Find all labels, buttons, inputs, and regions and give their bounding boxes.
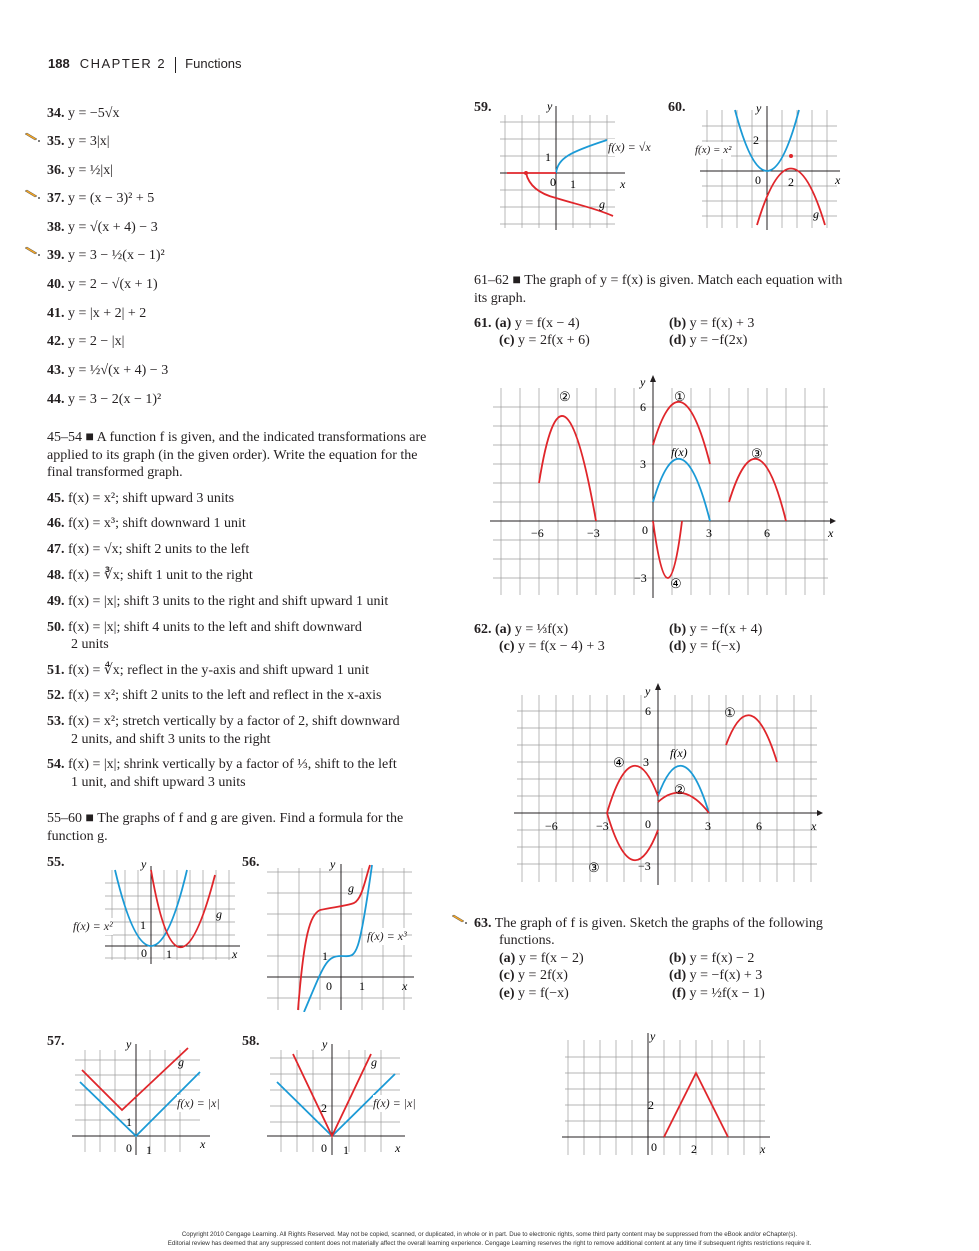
exercise-48: 48. f(x) = ∛x; shift 1 unit to the right [47,568,253,583]
tick-label: 3 [706,526,712,540]
exercise-63-a: (a) y = f(x − 2) [499,951,584,966]
origin-label: 0 [321,1141,327,1155]
origin-label: 0 [326,979,332,993]
tick-label: 2 [788,175,794,189]
exercise-63-intro-cont: functions. [499,933,555,948]
tick-label: 1 [140,918,146,932]
exercise-61-c: (c) y = 2f(x + 6) [499,333,590,348]
exercise-62-d: (d) y = f(−x) [669,639,741,654]
y-axis-label: y [330,860,336,871]
tick-label: 6 [640,400,646,414]
exercise-54: 54. f(x) = |x|; shrink vertically by a factor of ⅓, shift to the left [47,757,397,772]
tick-label: 1 [322,949,328,963]
grid [517,695,817,882]
g-label: g [348,881,354,895]
x-axis-label: x [232,947,238,961]
f-label: f(x) [670,746,687,760]
y-axis-label: y [650,1029,656,1043]
tick-label: 6 [764,526,770,540]
graph-61 [488,370,848,600]
exercise-63-b: (b) y = f(x) − 2 [669,951,755,966]
exercise-63-f: (f) y = ½f(x − 1) [672,986,765,1001]
y-axis-label: y [645,684,651,698]
y-axis-label: y [547,100,553,113]
copyright-line-2: Editorial review has deemed that any suppressed content does not materially affect the overall learning experience. Cengage Learning reserves the right to remove additional content at any time if subsequent rights restrictions require it. [167,1240,812,1247]
exercise-58-label: 58. [242,1034,260,1049]
tick-label: 1 [166,947,172,961]
curve-label-1: ① [724,705,736,720]
tick-label: 2 [321,1101,327,1115]
curve-4 [653,521,682,578]
curve-4 [607,766,658,813]
curve-label-2: ② [559,389,571,404]
x-axis-label: x [200,1137,206,1151]
origin-label: 0 [645,817,651,831]
pencil-icon [24,189,42,201]
f57-label: f(x) = |x| [177,1096,220,1110]
exercise-63-d: (d) y = −f(x) + 3 [669,968,763,983]
curve-f [653,459,710,521]
y-axis-label: y [141,860,147,871]
y-axis-label: y [756,101,762,115]
exercise-38: 38. y = √(x + 4) − 3 [47,220,158,235]
tick-label: −3 [634,571,647,585]
exercise-43: 43. y = ½√(x + 4) − 3 [47,363,169,378]
f56-label: f(x) = x³ [367,929,407,943]
tick-label: 3 [640,457,646,471]
origin-label: 0 [642,523,648,537]
curve-label-3: ③ [588,860,600,875]
origin-label: 0 [141,946,147,960]
x-axis-label: x [620,177,626,191]
exercise-61-a: 61. (a) y = f(x − 4) [474,316,580,331]
exercise-49: 49. f(x) = |x|; shift 3 units to the right and shift upward 1 unit [47,594,389,609]
f-label: f(x) [671,445,688,459]
tick-label: 1 [545,150,551,164]
exercise-53-cont: 2 units, and shift 3 units to the right [71,732,271,747]
tick-label: 2 [753,133,759,147]
exercise-55-label: 55. [47,855,65,870]
curve-label-4: ④ [613,755,625,770]
origin-label: 0 [755,173,761,187]
instructions-45-54: 45–54 ■ A function f is given, and the indicated transformations are applied to its graph (in the given order). Write the equation for the final transformed graph. [47,430,427,480]
instructions-61-62: 61–62 ■ The graph of y = f(x) is given. Match each equation with its graph. [474,273,843,306]
x-axis-arrow [817,810,823,816]
exercise-63-c: (c) y = 2f(x) [499,968,568,983]
x-axis-label: x [760,1142,766,1156]
exercise-62-c: (c) y = f(x − 4) + 3 [499,639,605,654]
graph-63 [560,1025,780,1160]
tick-label: −6 [545,819,558,833]
tick-label: 1 [343,1143,349,1157]
exercise-59-label: 59. [474,100,492,115]
curve-label-2: ② [674,782,686,797]
x-axis-label: x [835,173,841,187]
pencil-icon [24,132,42,144]
graph-59 [495,100,645,230]
point-marker [524,171,528,175]
x-axis-label: x [828,526,834,540]
curve-g [151,870,215,947]
y-axis-label: y [640,375,646,389]
exercise-60-label: 60. [668,100,686,115]
exercise-63-e: (e) y = f(−x) [499,986,569,1001]
exercise-62-a: 62. (a) y = ⅓f(x) [474,622,569,637]
instructions-55-60: 55–60 ■ The graphs of f and g are given. Find a formula for the function g. [47,811,404,844]
graph-55 [100,860,250,970]
tick-label: 1 [570,177,576,191]
pencil-icon [24,246,42,258]
curve-label-3: ③ [751,446,763,461]
pencil-icon [451,914,469,926]
origin-label: 0 [550,175,556,189]
copyright-line-1: Copyright 2010 Cengage Learning. All Rights Reserved. May not be copied, scanned, or duplicated, in whole or in part. Due to electronic rights, some third party content may be suppressed from the eBook and/or eChapter(s). [181,1231,798,1238]
exercise-46: 46. f(x) = x³; shift downward 1 unit [47,516,246,531]
exercise-61-b: (b) y = f(x) + 3 [669,316,755,331]
tick-label: 6 [756,819,762,833]
g-label: g [371,1055,377,1069]
exercise-45: 45. f(x) = x²; shift upward 3 units [47,491,235,506]
x-axis-label: x [402,979,408,993]
exercise-56-label: 56. [242,855,260,870]
tick-label: 2 [648,1098,654,1112]
exercise-39: 39. y = 3 − ½(x − 1)² [47,248,165,263]
exercise-47: 47. f(x) = √x; shift 2 units to the left [47,542,250,557]
exercise-62-b: (b) y = −f(x + 4) [669,622,763,637]
f60-label: f(x) = x² [695,142,731,159]
y-axis-arrow [650,375,656,382]
tick-label: −3 [587,526,600,540]
exercise-42: 42. y = 2 − |x| [47,334,125,349]
exercise-51: 51. f(x) = ∜x; reflect in the y-axis and shift upward 1 unit [47,663,370,678]
tick-label: 1 [126,1115,132,1129]
chapter-label: CHAPTER 2 [79,56,167,71]
f59-label: f(x) = √x [608,140,651,154]
curve-1 [726,715,777,762]
vertex-marker [789,154,793,158]
page-header [48,56,242,73]
x-axis-label: x [811,819,817,833]
y-axis-label: y [126,1040,132,1051]
tick-label: 6 [645,704,651,718]
exercise-52: 52. f(x) = x²; shift 2 units to the left and reflect in the x-axis [47,688,382,703]
exercise-44: 44. y = 3 − 2(x − 1)² [47,392,162,407]
page-number: 188 [48,56,70,71]
f58-label: f(x) = |x| [373,1096,416,1110]
tick-label: 3 [705,819,711,833]
tick-label: 1 [146,1143,152,1157]
exercise-50: 50. f(x) = |x|; shift 4 units to the left and shift downward [47,620,362,635]
graph-62 [512,680,832,885]
exercise-50-cont: 2 units [71,637,109,652]
exercise-40: 40. y = 2 − √(x + 1) [47,277,158,292]
tick-label: 1 [359,979,365,993]
exercise-35: 35. y = 3|x| [47,134,110,149]
header-divider [175,57,176,73]
x-axis-label: x [395,1141,401,1155]
g-label: g [813,207,819,221]
x-axis-arrow [830,518,836,524]
exercise-36: 36. y = ½|x| [47,163,114,178]
exercise-61-d: (d) y = −f(2x) [669,333,748,348]
grid [565,1040,765,1155]
curve-2 [539,416,596,521]
f55-label: f(x) = x² [73,919,113,933]
exercise-54-cont: 1 unit, and shift upward 3 units [71,775,246,790]
exercise-41: 41. y = |x + 2| + 2 [47,306,147,321]
section-title: Functions [185,56,242,71]
g-label: g [178,1055,184,1069]
tick-label: −3 [596,819,609,833]
exercise-37: 37. y = (x − 3)² + 5 [47,191,155,206]
exercise-34: 34. y = −5√x [47,106,120,121]
exercise-53: 53. f(x) = x²; stretch vertically by a factor of 2, shift downward [47,714,400,729]
tick-label: −3 [638,859,651,873]
g-label: g [599,197,605,211]
g-label: g [216,907,222,921]
origin-label: 0 [651,1140,657,1154]
exercise-63-intro: 63. The graph of f is given. Sketch the graphs of the following [474,916,823,931]
tick-label: 3 [643,755,649,769]
y-axis-arrow [655,683,661,690]
tick-label: −6 [531,526,544,540]
tick-label: 2 [691,1142,697,1156]
graph-60 [697,100,847,230]
curve-f [556,140,607,173]
y-axis-label: y [322,1040,328,1051]
exercise-57-label: 57. [47,1034,65,1049]
curve-label-1: ① [674,389,686,404]
origin-label: 0 [126,1141,132,1155]
curve-label-4: ④ [670,576,682,591]
curve-3 [729,459,786,521]
